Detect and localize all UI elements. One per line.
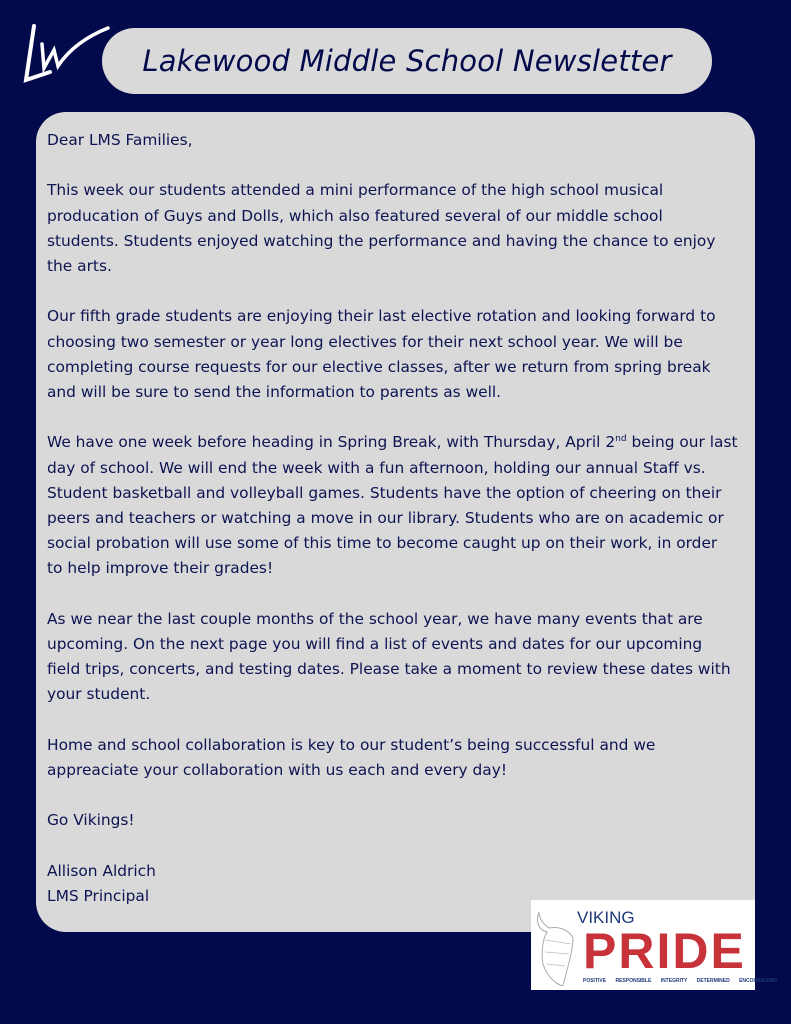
pride-logo-top: VIKING: [577, 908, 635, 927]
text-line: completing course requests for our elective classes, after we return from spring break: [47, 357, 711, 376]
paragraph-5: [47, 733, 767, 783]
text-segment: being our last: [626, 433, 738, 452]
text-line: to help improve their grades!: [47, 559, 274, 578]
text-line: and will be sure to send the information to parents as well.: [47, 383, 502, 401]
viking-helmet-icon: [533, 908, 577, 986]
closing: Go Vikings!: [47, 811, 135, 830]
pride-logo-word: PRIDE: [583, 923, 746, 979]
text-segment: We have one week before heading in Spring Break, with Thursday, April 2: [47, 433, 616, 452]
ordinal-suffix: nd: [615, 434, 627, 445]
text-line: upcoming. On the next page you will find a list of events and dates for our upcoming: [47, 635, 703, 653]
viking-pride-logo: [531, 900, 778, 990]
text-line: choosing two semester or year long electives for their next school year. We will be: [47, 332, 683, 351]
text-line: Home and school collaboration is key to our student’s being successful and we: [47, 735, 656, 754]
text-line: Our fifth grade students are enjoying their last elective rotation and looking forward to: [47, 307, 716, 326]
paragraph-3: [47, 430, 767, 581]
text-line: appreaciate your collaboration with us each and every day!: [47, 761, 508, 779]
text-line: [47, 430, 767, 455]
page-title: Lakewood Middle School Newsletter: [142, 44, 672, 78]
paragraph-2: [47, 304, 767, 405]
text-line: peers and teachers or watching a move in our library. Students who are on academic or: [47, 509, 724, 527]
text-line: students. Students enjoyed watching the performance and having the chance to enjoy: [47, 231, 716, 250]
text-line: Student basketball and volleyball games. Students have the option of cheering on their: [47, 483, 722, 502]
signature-title: LMS Principal: [47, 886, 150, 905]
letter-body: [47, 128, 767, 909]
text-line: day of school. We will end the week with a fun afternoon, holding our annual Staff vs.: [47, 458, 706, 477]
school-logo: [20, 22, 112, 86]
text-line: As we near the last couple months of the school year, we have many events that are: [47, 609, 703, 628]
newsletter-title-banner: [102, 28, 712, 94]
text-line: producation of Guys and Dolls, which also featured several of our middle school: [47, 206, 663, 225]
text-line: field trips, concerts, and testing dates. Please take a moment to review these dates with: [47, 660, 731, 679]
pride-logo-values: POSITIVE RESPONSIBLE INTEGRITY DETERMINED ENCOURAGING: [583, 978, 778, 984]
signature-name: Allison Aldrich: [47, 861, 156, 880]
text-line: This week our students attended a mini performance of the high school musical: [47, 181, 664, 200]
text-line: the arts.: [47, 257, 112, 275]
greeting: Dear LMS Families,: [47, 131, 193, 149]
text-line: social probation will use some of this time to become caught up on their work, in order: [47, 534, 718, 553]
text-line: your student.: [47, 685, 151, 704]
paragraph-1: [47, 178, 767, 279]
paragraph-4: [47, 607, 767, 708]
